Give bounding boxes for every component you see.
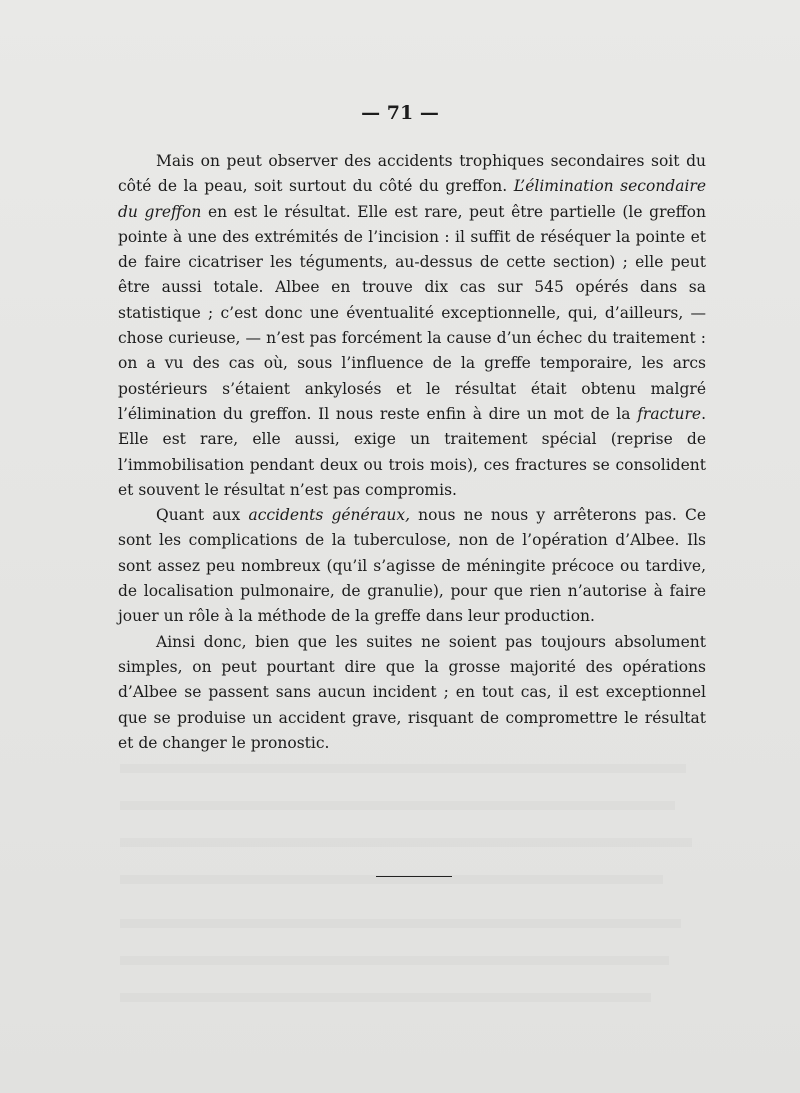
paragraph-2 [118,503,706,629]
text-segment: Quant aux [156,506,249,525]
text-segment: . Elle est rare, elle aussi, exige un traitement spécial (reprise de l’immobilisation pendant deux ou trois mois), ces fractures se consolident et souvent le résultat n’est pas compromis. [118,404,706,499]
text-segment: Ainsi donc, bien que les suites ne soient pas toujours absolument simples, on peut pourtant dire que la grosse majorité des opérations d’Albee se passent sans aucun incident ; en tout cas, il est exceptionnel que se produise un accident grave, risquant de compromettre le résultat et de changer le pronostic. [118,632,706,752]
page-number: — 71 — [361,102,439,124]
text-segment: Mais on peut observer des accidents trophiques secondaires soit du côté de la peau, soit surtout du côté du greffon. [118,152,706,196]
paragraph-3 [118,630,706,756]
italic-term-fracture: fracture [637,404,702,423]
section-end-rule [376,876,452,877]
bleed-through-texture-lower [120,895,710,1005]
text-segment: nous ne nous y arrêterons pas. Ce sont les complications de la tuberculose, non de l’opération d’Albee. Ils sont assez peu nombreux (qu’il s’agisse de méningite précoce ou tardive, de localisation pulmonaire, de granulie), pour que rien n’autorise à faire jouer un rôle à la méthode de la greffe dans leur production. [118,506,706,626]
body-text [118,149,706,756]
paragraph-1 [118,149,706,503]
italic-term-elimination: L’élimination secondaire du greffon [118,177,706,221]
text-segment: en est le résultat. Elle est rare, peut être partielle (le greffon pointe à une des extrémités de l’incision : il suffit de réséquer la pointe et de faire cicatriser les téguments, au-dessus de cette section) ; elle peut être aussi totale. Albee en trouve dix cas sur 545 opérés dans sa statistique ; c’est donc une éventualité exceptionnelle, qui, d’ailleurs, — chose curieuse, — n’est pas forcément la cause d’un échec du traitement : on a vu des cas où, sous l’influence de la greffe temporaire, les arcs postérieurs s’étaient ankylosés et le résultat était obtenu malgré l’élimination du greffon. Il nous reste enfin à dire un mot de la [118,202,707,423]
italic-term-accidents-generaux: accidents généraux, [248,506,410,525]
